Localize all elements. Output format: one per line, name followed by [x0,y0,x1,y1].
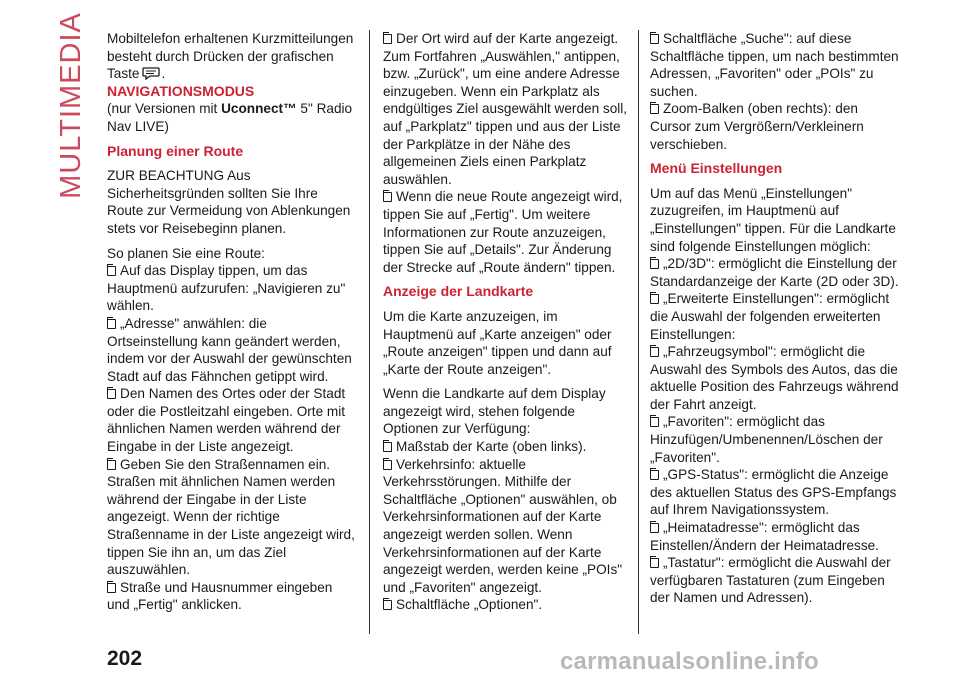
bullet-icon [650,417,659,427]
list-item: „Favoriten": ermöglicht das Hinzufügen/Umbenennen/Löschen der „Favoriten". [650,414,883,465]
bullet-icon [383,442,392,452]
bullet-icon [383,192,392,202]
heading-route-planning: Planung einer Route [107,142,244,159]
column-divider [369,30,370,634]
column-1 [107,30,355,614]
list-item: Schaltfläche „Suche": auf diese Schaltfläche tippen, um nach bestimmten Adressen, „Favoriten" oder „POIs" zu suchen. [650,31,899,99]
list-item: Auf das Display tippen, um das Hauptmenü aufzurufen: „Navigieren zu" wählen. [107,263,346,314]
paragraph-sms-end: Mobiltelefon erhaltenen Kurzmitteilungen besteht durch Drücken der grafischen Taste . [107,31,354,82]
bullet-icon [650,558,659,568]
bullet-icon [107,266,116,276]
bullet-icon [650,523,659,533]
bullet-icon [650,294,659,304]
bullet-icon [650,470,659,480]
list-item: Verkehrsinfo: aktuelle Verkehrsstörungen. Mithilfe der Schaltfläche „Optionen" auswählen, ob Verkehrsinformationen auf der Karte angezeigt werden sollen. Wenn Verkehrsinformationen auf der Karte angezeigt werden, werden keine „POIs" und „Favoriten" angezeigt. [383,456,623,595]
bullet-icon [107,583,116,593]
bullet-icon [107,319,116,329]
column-divider [638,30,639,634]
list-item: Wenn die neue Route angezeigt wird, tippen Sie auf „Fertig". Um weitere Informationen zur Route anzuzeigen, tippen Sie auf „Details". Zur Änderung der Strecke auf „Route ändern" tippen. [383,189,623,275]
list-item: Maßstab der Karte (oben links). [383,438,631,456]
bullet-icon [383,600,392,610]
list-item: Schaltfläche „Optionen". [383,596,631,614]
column-2 [383,30,631,614]
bullet-icon [650,347,659,357]
list-item: Straße und Hausnummer eingeben und „Fertig" anklicken. [107,579,333,613]
list-item: „Fahrzeugsymbol": ermöglicht die Auswahl des Symbols des Autos, das die aktuelle Position des Fahrzeugs während der Fahrt anzeigt. [650,344,899,412]
message-icon [142,67,160,80]
list-item: „Adresse" anwählen: die Ortseinstellung kann geändert werden, indem vor der Auswahl der gewünschten Stadt auf das Fähnchen getippt wird. [107,315,352,384]
list-item: Den Namen des Ortes oder der Stadt oder die Postleitzahl eingeben. Orte mit ähnlichen Namen werden während der Eingabe in der Liste angezeigt. [107,386,346,455]
list-item: „Erweiterte Einstellungen": ermöglicht die Auswahl der folgenden erweiterten Einstellungen: [650,291,890,342]
paragraph-settings-intro: Um auf das Menü „Einstellungen" zuzugreifen, im Hauptmenü auf „Einstellungen" tippen. Für die Landkarte sind folgende Einstellungen möglich: [650,185,896,254]
heading-navigationsmodus: NAVIGATIONSMODUS [107,82,255,99]
heading-map-display: Anzeige der Landkarte [383,283,534,300]
list-item: „Tastatur": ermöglicht die Auswahl der verfügbaren Tastaturen (zum Eingeben der Namen und Adressen). [650,555,891,606]
list-item: „2D/3D": ermöglicht die Einstellung der Standardanzeige der Karte (2D oder 3D). [650,256,899,289]
bullet-icon [107,460,116,470]
bullet-icon [383,460,392,470]
paragraph-map-intro: Um die Karte anzuzeigen, im Hauptmenü auf „Karte anzeigen" oder „Route anzeigen" tippen und dann auf „Karte der Route anzeigen". [383,308,612,377]
bullet-icon [650,104,659,114]
watermark-text: carmanualsonline.info [560,648,819,675]
bullet-icon [107,389,116,399]
list-item: „GPS-Status": ermöglicht die Anzeige des aktuellen Status des GPS-Empfangs auf Ihrem Navigationssystem. [650,467,897,518]
bullet-icon [650,259,659,269]
page-number: 202 [107,647,143,670]
list-item: Geben Sie den Straßennamen ein. Straßen mit ähnlichen Namen werden während der Eingabe in der Liste angezeigt. Wenn der richtige Straßenname in der Liste angezeigt wird, tippen Sie ihn an, um das Ziel auszuwählen. [107,456,355,578]
section-side-label: MULTIMEDIA [54,11,87,199]
paragraph-intro: So planen Sie eine Route: [107,245,265,261]
bullet-icon [383,34,392,44]
bullet-icon [650,34,659,44]
paragraph-map-options: Wenn die Landkarte auf dem Display angezeigt wird, stehen folgende Optionen zur Verfügung: [383,386,606,437]
list-item: Der Ort wird auf der Karte angezeigt. Zum Fortfahren „Auswählen," antippen, bzw. „Zurück", um eine andere Adresse einzugeben. Wenn ein Parkplatz als endgültiges Ziel ausgewählt werden soll, auf „Parkplatz" tippen und aus der Liste der Parkplätze in der Nähe des allgemeinen Ziels einen Parkplatz auswählen. [383,31,628,187]
paragraph-warning: ZUR BEACHTUNG Aus Sicherheitsgründen sollten Sie Ihre Route zur Vermeidung von Ablenkungen stets vor Reisebeginn planen. [107,168,351,236]
version-note: (nur Versionen mit Uconnect™ 5" Radio Nav LIVE) [107,101,353,134]
heading-settings-menu: Menü Einstellungen [650,160,783,177]
list-item: Zoom-Balken (oben rechts): den Cursor zum Vergrößern/Verkleinern verschieben. [650,101,864,152]
column-3 [650,30,900,607]
list-item: „Heimatadresse": ermöglicht das Einstellen/Ändern der Heimatadresse. [650,520,879,553]
